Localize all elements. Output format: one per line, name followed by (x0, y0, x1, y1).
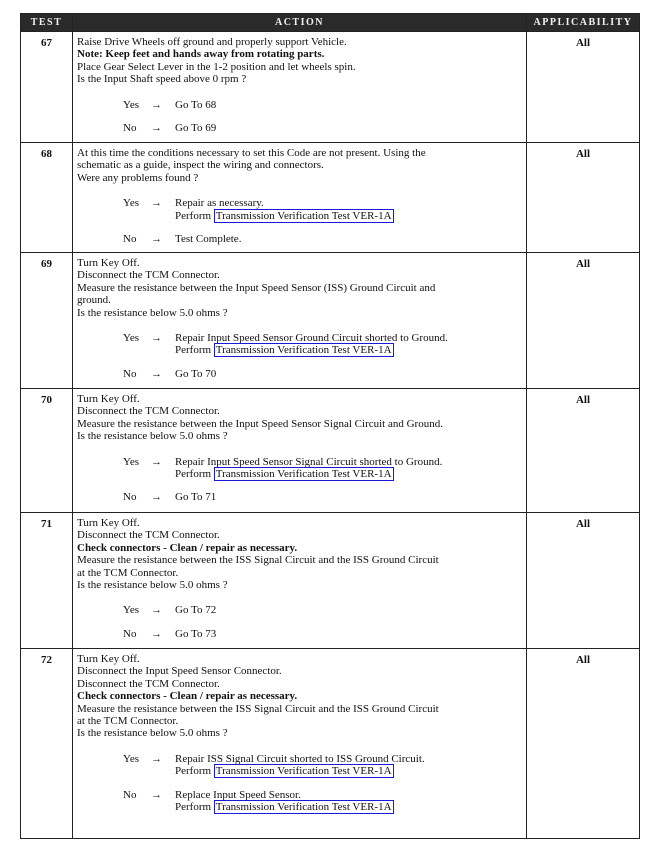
verification-test-link[interactable]: Transmission Verification Test VER-1A (215, 468, 392, 481)
action-line: Disconnect the TCM Connector. (77, 269, 220, 282)
answer-result (175, 456, 442, 481)
answer-no (77, 122, 522, 134)
answer-no (77, 368, 522, 380)
header-test: TEST (21, 14, 73, 32)
action-line: Turn Key Off. (77, 257, 140, 269)
action-cell (73, 143, 527, 253)
action-line: Is the resistance below 5.0 ohms ? (77, 727, 228, 740)
action-cell (73, 513, 527, 649)
answer-no (77, 233, 522, 245)
arrow-icon: → (151, 604, 162, 617)
perform-label: Perform (175, 801, 212, 814)
answer-key: Yes (123, 604, 140, 617)
action-line: ground. (77, 294, 111, 307)
verification-test-link[interactable]: Transmission Verification Test VER-1A (215, 209, 392, 222)
answer-result (175, 604, 216, 616)
action-line: Is the resistance below 5.0 ohms ? (77, 430, 228, 443)
arrow-icon: → (151, 788, 162, 801)
action-note: Check connectors - Clean / repair as necessary. (77, 541, 298, 554)
answer-result (175, 99, 216, 111)
verification-test-link[interactable]: Transmission Verification Test VER-1A (215, 344, 392, 357)
applicability-value: All (527, 253, 640, 389)
answer-no (77, 491, 522, 503)
arrow-icon: → (151, 367, 162, 380)
answer-key: No (123, 627, 137, 640)
answer-key: No (123, 788, 137, 801)
perform-line (175, 344, 448, 356)
answer-result-text: Go To 68 (175, 98, 217, 111)
answer-key: No (123, 491, 137, 504)
arrow-icon: → (151, 122, 162, 135)
action-line: at the TCM Connector. (77, 715, 179, 728)
answer-result-text: Repair ISS Signal Circuit shorted to ISS Ground Circuit. (175, 752, 425, 765)
perform-line (175, 468, 442, 480)
arrow-icon: → (151, 197, 162, 210)
test-number: 70 (21, 389, 73, 513)
answer-yes (77, 456, 522, 481)
applicability-value: All (527, 143, 640, 253)
action-line: schematic as a guide, inspect the wiring and connectors. (77, 159, 324, 172)
test-number: 69 (21, 253, 73, 389)
verification-test-link[interactable]: Transmission Verification Test VER-1A (215, 801, 392, 814)
answer-result (175, 122, 216, 134)
action-line: Turn Key Off. (77, 393, 140, 405)
action-line: Disconnect the TCM Connector. (77, 405, 220, 418)
perform-label: Perform (175, 344, 212, 357)
action-note: Note: Keep feet and hands away from rotating parts. (77, 48, 325, 61)
table-row (21, 143, 640, 253)
table-row (21, 513, 640, 649)
answer-key: No (123, 367, 137, 380)
test-number: 71 (21, 513, 73, 649)
answer-result-text: Replace Input Speed Sensor. (175, 788, 301, 801)
arrow-icon: → (151, 98, 162, 111)
table-header (21, 14, 640, 32)
action-cell (73, 389, 527, 513)
answer-key: Yes (123, 332, 140, 345)
answer-key: Yes (123, 197, 140, 210)
answer-result (175, 753, 425, 778)
answer-key: Yes (123, 752, 140, 765)
action-line: at the TCM Connector. (77, 566, 179, 579)
answer-key: No (123, 233, 137, 246)
arrow-icon: → (151, 752, 162, 765)
action-cell (73, 649, 527, 839)
action-cell (73, 253, 527, 389)
perform-label: Perform (175, 468, 212, 481)
answer-result (175, 789, 394, 814)
action-line: Measure the resistance between the Input Speed Sensor Signal Circuit and Ground. (77, 417, 443, 430)
arrow-icon: → (151, 233, 162, 246)
perform-label: Perform (175, 765, 212, 778)
applicability-value: All (527, 32, 640, 143)
answer-yes (77, 99, 522, 111)
arrow-icon: → (151, 491, 162, 504)
answer-result (175, 368, 216, 380)
answer-result-text: Repair Input Speed Sensor Ground Circuit shorted to Ground. (175, 332, 448, 345)
answer-result (175, 197, 394, 222)
arrow-icon: → (151, 332, 162, 345)
answer-yes (77, 332, 522, 357)
arrow-icon: → (151, 627, 162, 640)
answer-result-text: Go To 70 (175, 367, 217, 380)
applicability-value: All (527, 649, 640, 839)
test-number: 72 (21, 649, 73, 839)
answer-key: Yes (123, 98, 140, 111)
test-number: 67 (21, 32, 73, 143)
answer-result-text: Go To 69 (175, 122, 217, 135)
table-row (21, 32, 640, 143)
table-row (21, 649, 640, 839)
answer-result-text: Test Complete. (175, 233, 242, 246)
header-applicability: APPLICABILITY (527, 14, 640, 32)
action-line: Place Gear Select Lever in the 1-2 position and let wheels spin. (77, 60, 356, 73)
action-note: Check connectors - Clean / repair as necessary. (77, 690, 298, 703)
answer-key: Yes (123, 455, 140, 468)
action-line: Measure the resistance between the ISS Signal Circuit and the ISS Ground Circuit (77, 702, 439, 715)
answer-result (175, 628, 216, 640)
action-line: Measure the resistance between the Input Speed Sensor (ISS) Ground Circuit and (77, 281, 436, 294)
action-line: Raise Drive Wheels off ground and properly support Vehicle. (77, 36, 347, 48)
diagnostic-table (20, 13, 640, 839)
answer-yes (77, 753, 522, 778)
perform-line (175, 210, 394, 222)
answer-result (175, 233, 241, 245)
action-line: Is the resistance below 5.0 ohms ? (77, 579, 228, 592)
verification-test-link[interactable]: Transmission Verification Test VER-1A (215, 765, 392, 778)
applicability-value: All (527, 513, 640, 649)
table-row (21, 389, 640, 513)
action-line: Turn Key Off. (77, 653, 140, 665)
answer-result-text: Go To 72 (175, 604, 217, 617)
answer-result (175, 491, 216, 503)
perform-line (175, 765, 425, 777)
answer-no (77, 789, 522, 814)
answer-key: No (123, 122, 137, 135)
action-line: At this time the conditions necessary to set this Code are not present. Using the (77, 147, 426, 159)
action-line: Measure the resistance between the ISS Signal Circuit and the ISS Ground Circuit (77, 554, 439, 567)
action-cell (73, 32, 527, 143)
table-row (21, 253, 640, 389)
answer-no (77, 628, 522, 640)
header-action: ACTION (73, 14, 527, 32)
action-line: Disconnect the Input Speed Sensor Connector. (77, 665, 282, 678)
perform-label: Perform (175, 209, 212, 222)
action-line: Is the Input Shaft speed above 0 rpm ? (77, 73, 247, 86)
answer-result-text: Repair Input Speed Sensor Signal Circuit shorted to Ground. (175, 455, 443, 468)
test-number: 68 (21, 143, 73, 253)
action-line: Disconnect the TCM Connector. (77, 677, 220, 690)
answer-yes (77, 604, 522, 616)
answer-result (175, 332, 448, 357)
applicability-value: All (527, 389, 640, 513)
answer-result-text: Go To 73 (175, 627, 217, 640)
action-line: Is the resistance below 5.0 ohms ? (77, 306, 228, 319)
answer-result-text: Repair as necessary. (175, 197, 264, 210)
answer-result-text: Go To 71 (175, 491, 217, 504)
action-line: Turn Key Off. (77, 517, 140, 529)
action-line: Disconnect the TCM Connector. (77, 529, 220, 542)
arrow-icon: → (151, 455, 162, 468)
perform-line (175, 801, 394, 813)
answer-yes (77, 197, 522, 222)
action-line: Were any problems found ? (77, 171, 199, 184)
